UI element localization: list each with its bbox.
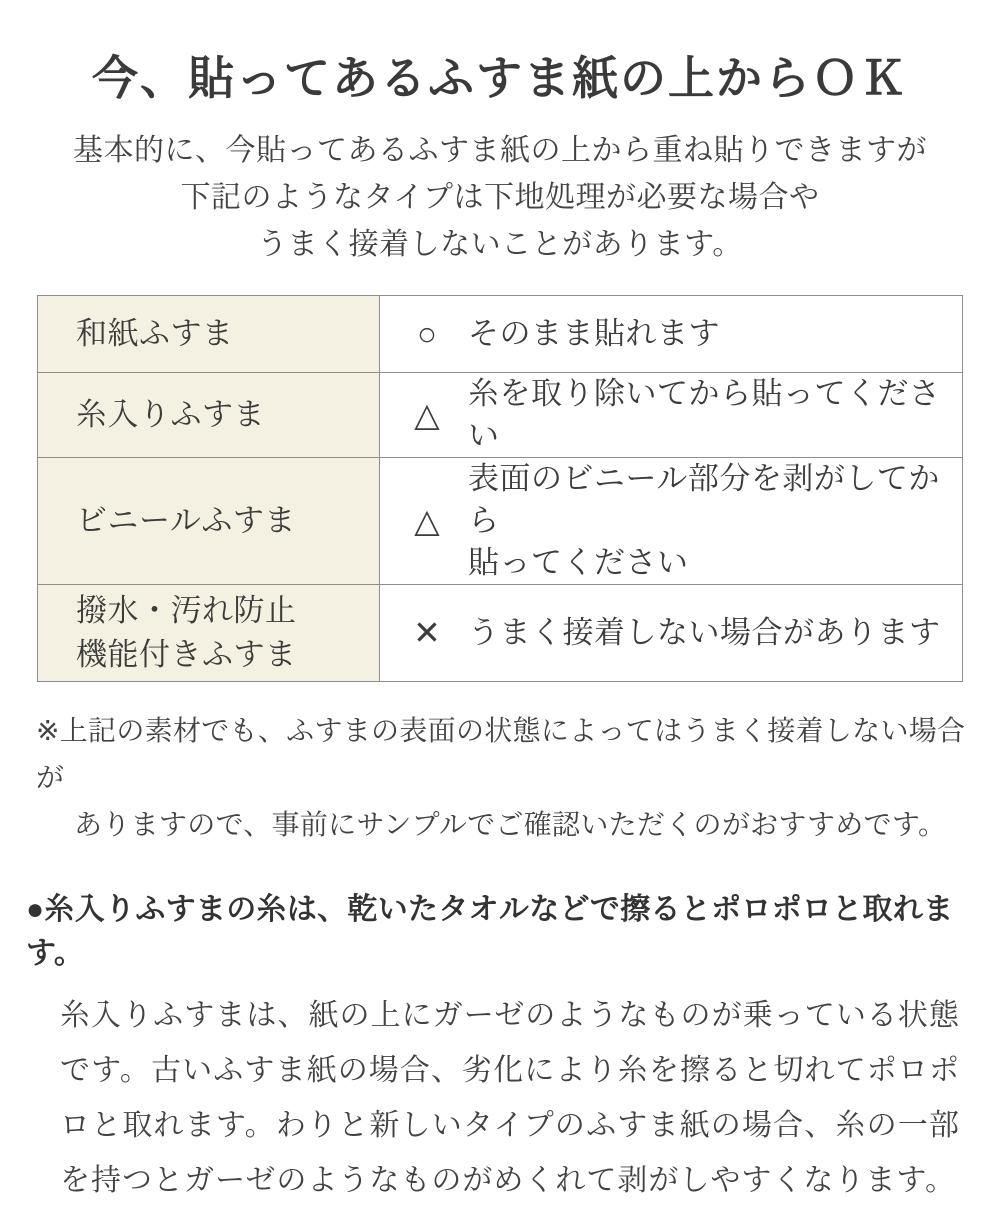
- compatibility-cell: [380, 584, 963, 681]
- material-name: 撥水・汚れ防止: [76, 592, 297, 628]
- compatibility-cell: [380, 295, 963, 372]
- table-row-hassui: [38, 584, 963, 681]
- compatibility-description: [468, 458, 942, 584]
- intro-line: 下記のようなタイプは下地処理が必要な場合や: [180, 180, 820, 214]
- note-line: ありますので、事前にサンプルでご確認いただくのがおすすめです。: [74, 808, 947, 840]
- compatibility-cell: [380, 457, 963, 584]
- compatibility-description: [468, 313, 720, 355]
- triangle-caution-icon: △: [414, 502, 440, 540]
- intro-text: [0, 127, 1000, 268]
- material-name: 和紙ふすま: [76, 315, 234, 351]
- note-line: ※上記の素材でも、ふすまの表面の状態によってはうまく接着しない場合が: [36, 714, 966, 793]
- description-line: そのまま貼れます: [468, 315, 720, 351]
- intro-line: うまく接着しないことがあります。: [257, 227, 743, 261]
- material-name: ビニールふすま: [76, 502, 296, 538]
- material-name-cell: [38, 457, 380, 584]
- intro-line: 基本的に、今貼ってあるふすま紙の上から重ね貼りできますが: [73, 133, 927, 167]
- description-line: 表面のビニール部分を剥がしてから: [468, 460, 940, 538]
- compatibility-cell: [380, 372, 963, 457]
- material-name: 機能付きふすま: [76, 636, 297, 672]
- description-line: うまく接着しない場合があります: [468, 614, 941, 650]
- thread-section-heading: ●糸入りふすまの糸は、乾いたタオルなどで擦るとポロポロと取れます。: [26, 892, 954, 970]
- thread-section-paragraph: 糸入りふすまは、紙の上にガーゼのようなものが乗っている状態です。古いふすま紙の場合、劣化により糸を擦ると切れてポロポロと取れます。わりと新しいタイプのふすま紙の場合、糸の一部を持つとガーゼのようなものがめくれて剥がしやすくなります。: [60, 998, 960, 1197]
- description-line: 貼ってください: [468, 544, 689, 580]
- material-name-cell: [38, 372, 380, 457]
- compatibility-description: [468, 612, 941, 654]
- description-line: 糸を取り除いてから貼ってください: [468, 375, 941, 453]
- material-name-cell: [38, 584, 380, 681]
- table-row-vinyl: [38, 457, 963, 584]
- note-text: [36, 707, 970, 848]
- triangle-caution-icon: △: [414, 396, 440, 434]
- table-row-washi: [38, 295, 963, 372]
- compatibility-description: [468, 373, 942, 457]
- cross-no-icon: ✕: [413, 614, 441, 652]
- table-row-itoiri: [38, 372, 963, 457]
- circle-ok-icon: ○: [417, 314, 437, 352]
- material-name-cell: [38, 295, 380, 372]
- material-name: 糸入りふすま: [76, 396, 265, 432]
- material-compatibility-table: [37, 295, 963, 682]
- page-title: 今、貼ってあるふすま紙の上からＯＫ: [92, 52, 908, 104]
